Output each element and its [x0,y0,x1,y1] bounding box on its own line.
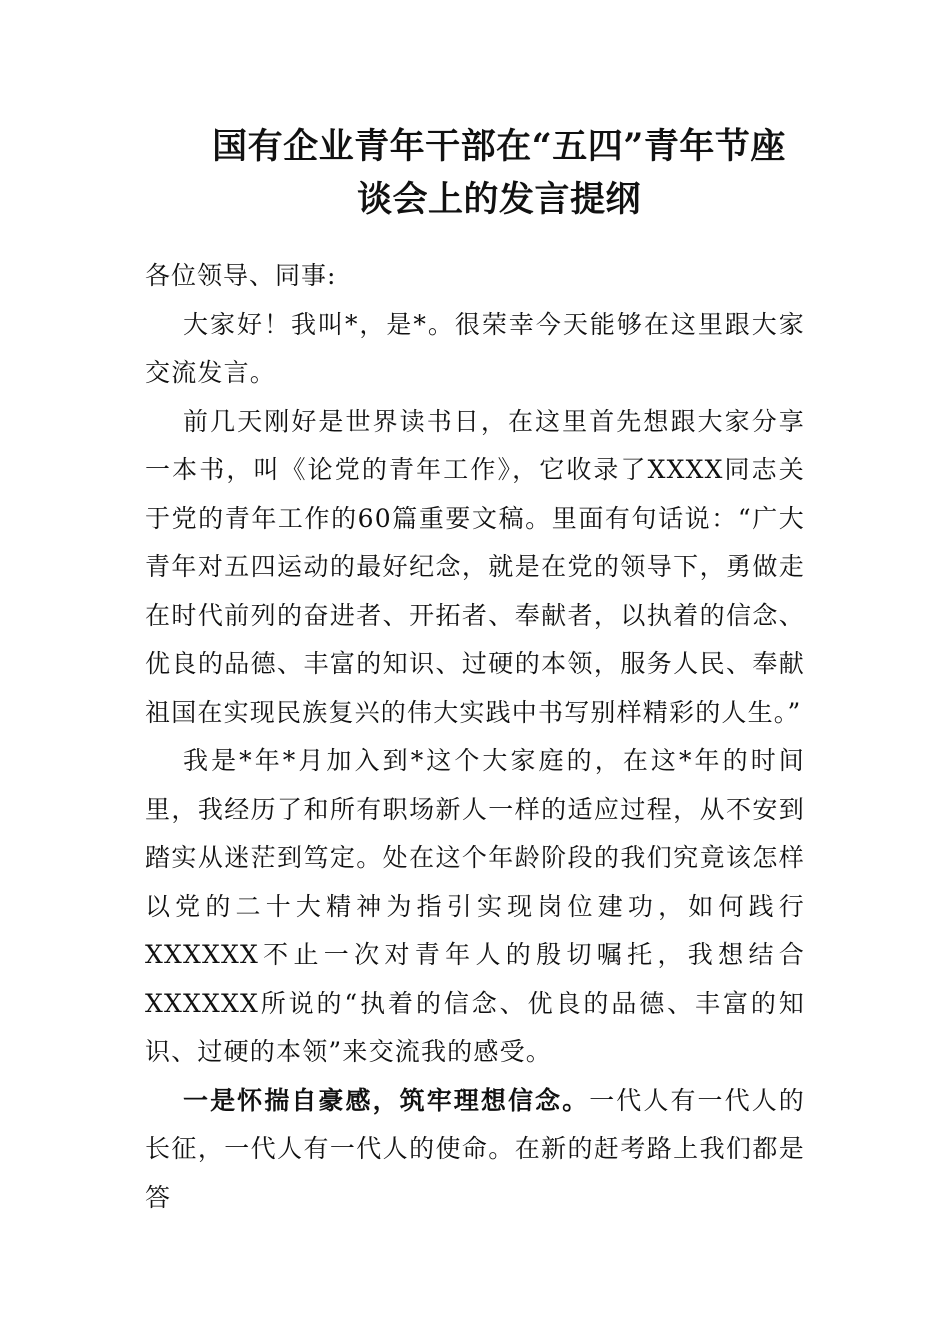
title-line-1: 国有企业青年干部在“五四”青年节座 [212,126,786,167]
title-line-2: 谈会上的发言提纲 [356,179,641,220]
paragraph-greeting: 大家好！我叫*，是*。很荣幸今天能够在这里跟大家交流发言。 [145,309,805,387]
document-page [145,120,805,1222]
paragraph-experience: 我是*年*月加入到*这个大家庭的，在这*年的时间里，我经历了和所有职场新人一样的适应过程，从不安到踏实从迷茫到笃定。处在这个年龄阶段的我们究竟该怎样以党的二十大精神为指引实现岗位建功，如何践行XXXXXX不止一次对青年人的殷切嘱托，我想结合XXXXXX所说的“执着的信念、优良的品德、丰富的知识、过硬的本领”来交流我的感受。 [145,746,805,1066]
section-1-heading: 一是怀揣自豪感，筑牢理想信念。 [183,1085,590,1115]
paragraph-section-1 [145,1077,805,1223]
salutation: 各位领导、同事: [145,261,337,290]
paragraph-book: 前几天刚好是世界读书日，在这里首先想跟大家分享一本书，叫《论党的青年工作》，它收录了XXXX同志关于党的青年工作的60篇重要文稿。里面有句话说：“广大青年对五四运动的最好纪念，就是在党的领导下，勇做走在时代前列的奋进者、开拓者、奉献者，以执着的信念、优良的品德、丰富的知识、过硬的本领，服务人民、奉献祖国在实现民族复兴的伟大实践中书写别样精彩的人生。” [145,406,805,727]
document-title [145,120,805,226]
document-body [145,252,805,1222]
section-1-text: 一代人有一代人的长征，一代人有一代人的使命。在新的赶考路上我们都是答 [145,1085,805,1212]
